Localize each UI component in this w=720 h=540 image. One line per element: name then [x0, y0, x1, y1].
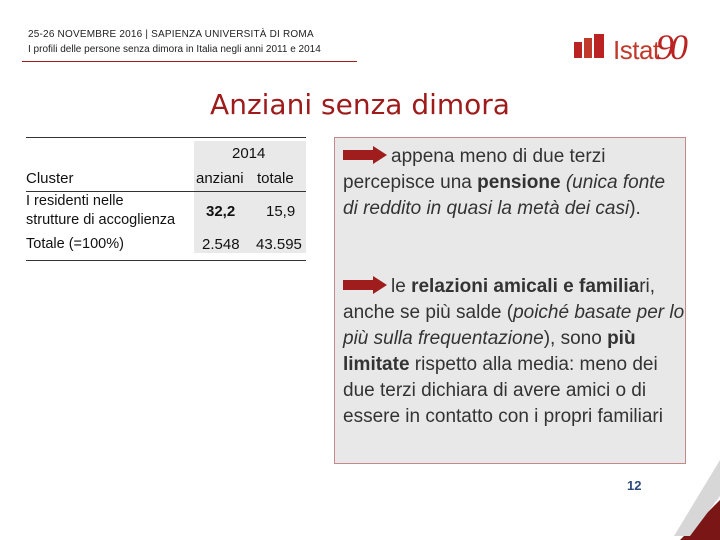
table-row1-totale: 15,9 [266, 203, 296, 220]
arrow-right-icon [343, 146, 387, 164]
table-row2-label: Totale (=100%) [26, 236, 124, 252]
page-number: 12 [627, 478, 642, 493]
header-event-line: 25-26 NOVEMBRE 2016 | SAPIENZA UNIVERSITÀ DI ROMA [28, 29, 314, 40]
slide-title: Anziani senza dimora [210, 88, 510, 121]
istat-logo [572, 27, 694, 72]
table-col-totale: totale [257, 170, 294, 187]
paragraph-relazioni-text-b: ri, anche se più salde ( [343, 276, 656, 323]
table-rule-middle [26, 191, 306, 192]
corner-decoration-icon [650, 440, 720, 540]
stats-table [26, 137, 310, 262]
paragraph-relazioni-text-a: le [391, 276, 412, 297]
table-row2-totale: 43.595 [256, 236, 302, 253]
table-rule-bottom [26, 260, 306, 261]
table-rule-top [26, 137, 306, 138]
istat-blocks-icon [572, 34, 610, 58]
text-panel [334, 137, 686, 464]
paragraph-relazioni-text-c: ), sono [543, 328, 608, 349]
istat-logo-word: Istat [613, 35, 660, 65]
paragraph-relazioni-bold-b: più limitate [343, 328, 636, 375]
header-rule [22, 61, 357, 62]
table-year-header: 2014 [232, 145, 266, 162]
header-subtitle-line: I profili delle persone senza dimora in Italia negli anni 2011 e 2014 [28, 44, 321, 55]
arrow-right-icon [343, 276, 387, 294]
table-row2-anziani: 2.548 [202, 236, 240, 253]
paragraph-relazioni [343, 274, 685, 430]
table-col-cluster: Cluster [26, 170, 74, 187]
table-row1-label-b: strutture di accoglienza [26, 212, 176, 228]
paragraph-pensione-text: appena meno di due terzi percepisce una [343, 146, 606, 193]
paragraph-relazioni-text-d: rispetto alla media: meno dei due terzi dichiara di avere amici o di essere in contatto con i propri familiari [343, 354, 663, 427]
paragraph-pensione-bold: pensione [477, 172, 561, 193]
paragraph-pensione-italic: (unica fonte di reddito in quasi la metà dei casi [343, 172, 666, 219]
table-row1-label-a: I residenti nelle [26, 193, 124, 209]
table-col-anziani: anziani [196, 170, 244, 187]
paragraph-pensione [343, 144, 685, 222]
paragraph-relazioni-bold-a: relazioni amicali e familia [411, 276, 640, 297]
table-row1-anziani: 32,2 [206, 203, 236, 220]
paragraph-pensione-end: ). [629, 198, 641, 219]
istat-logo-anniversary: 90 [656, 27, 684, 67]
paragraph-relazioni-italic: poiché basate per lo più sulla frequentazione [343, 302, 685, 349]
